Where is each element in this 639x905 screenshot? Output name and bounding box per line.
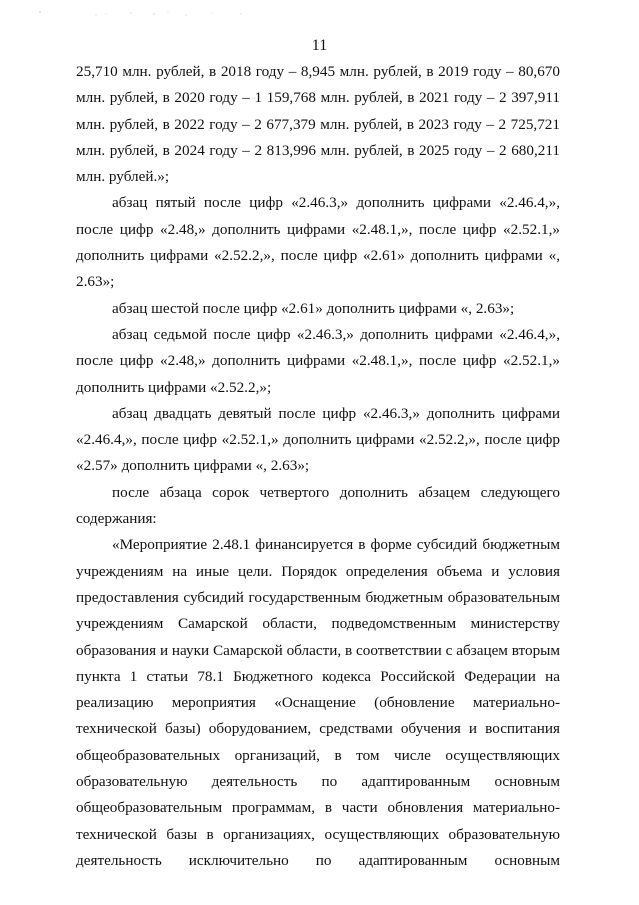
paragraph-budget-figures: 25,710 млн. рублей, в 2018 году – 8,945 млн. рублей, в 2019 году – 80,670 млн. рублей, в 2020 году – 1 159,768 млн. рублей, в 2021 году – 2 397,911 млн. рублей, в 2022 году – 2 677,379 млн. рублей, в 2023 году – 2 725,721 млн. рублей, в 2024 году – 2 813,996 млн. рублей, в 2025 году – 2 680,211 млн. рублей.»;	[76, 63, 560, 186]
page-number: 11	[311, 37, 328, 54]
paragraph-measure-description: «Мероприятие 2.48.1 финансируется в форме субсидий бюджетным учреждениям на иные цели. Порядок определения объема и условия предоставления субсидий государственным бюджетным образовательным учреждениям Самарской области, подведомственным министерству образования и науки Самарской области, в соответствии с абзацем вторым пункта 1 статьи 78.1 Бюджетного кодекса Российской Федерации на реализацию мероприятия «Оснащение (обновление материально-технической базы) оборудованием, средствами обучения и воспитания общеобразовательных организаций, в том числе осуществляющих образовательную деятельность по адаптированным основным общеобразовательным программам, в части обновления материально-технической базы в организациях, осуществляющих образовательную деятельность исключительно по адаптированным основным	[76, 536, 560, 869]
paragraph-twenty-ninth-amendment: абзац двадцать девятый после цифр «2.46.3,» дополнить цифрами «2.46.4,», после цифр «2.52.1,» дополнить цифрами «2.52.2,», после цифр «2.57» дополнить цифрами «, 2.63»;	[76, 404, 560, 475]
paragraph-sixth-amendment: абзац шестой после цифр «2.61» дополнить цифрами «, 2.63»;	[112, 299, 515, 317]
document-body	[76, 59, 560, 874]
paragraph-insert-instruction: после абзаца сорок четвертого дополнить абзацем следующего содержания:	[76, 483, 560, 528]
paragraph-seventh-amendment: абзац седьмой после цифр «2.46.3,» дополнить цифрами «2.46.4,», после цифр «2.48,» дополнить цифрами «2.48.1,», после цифр «2.52.1,» дополнить цифрами «2.52.2,»;	[76, 325, 560, 396]
paragraph-fifth-amendment: абзац пятый после цифр «2.46.3,» дополнить цифрами «2.46.4,», после цифр «2.48,» дополнить цифрами «2.48.1,», после цифр «2.52.1,» дополнить цифрами «2.52.2,», после цифр «2.61» дополнить цифрами «, 2.63»;	[76, 194, 560, 291]
scan-artifact	[36, 8, 246, 20]
